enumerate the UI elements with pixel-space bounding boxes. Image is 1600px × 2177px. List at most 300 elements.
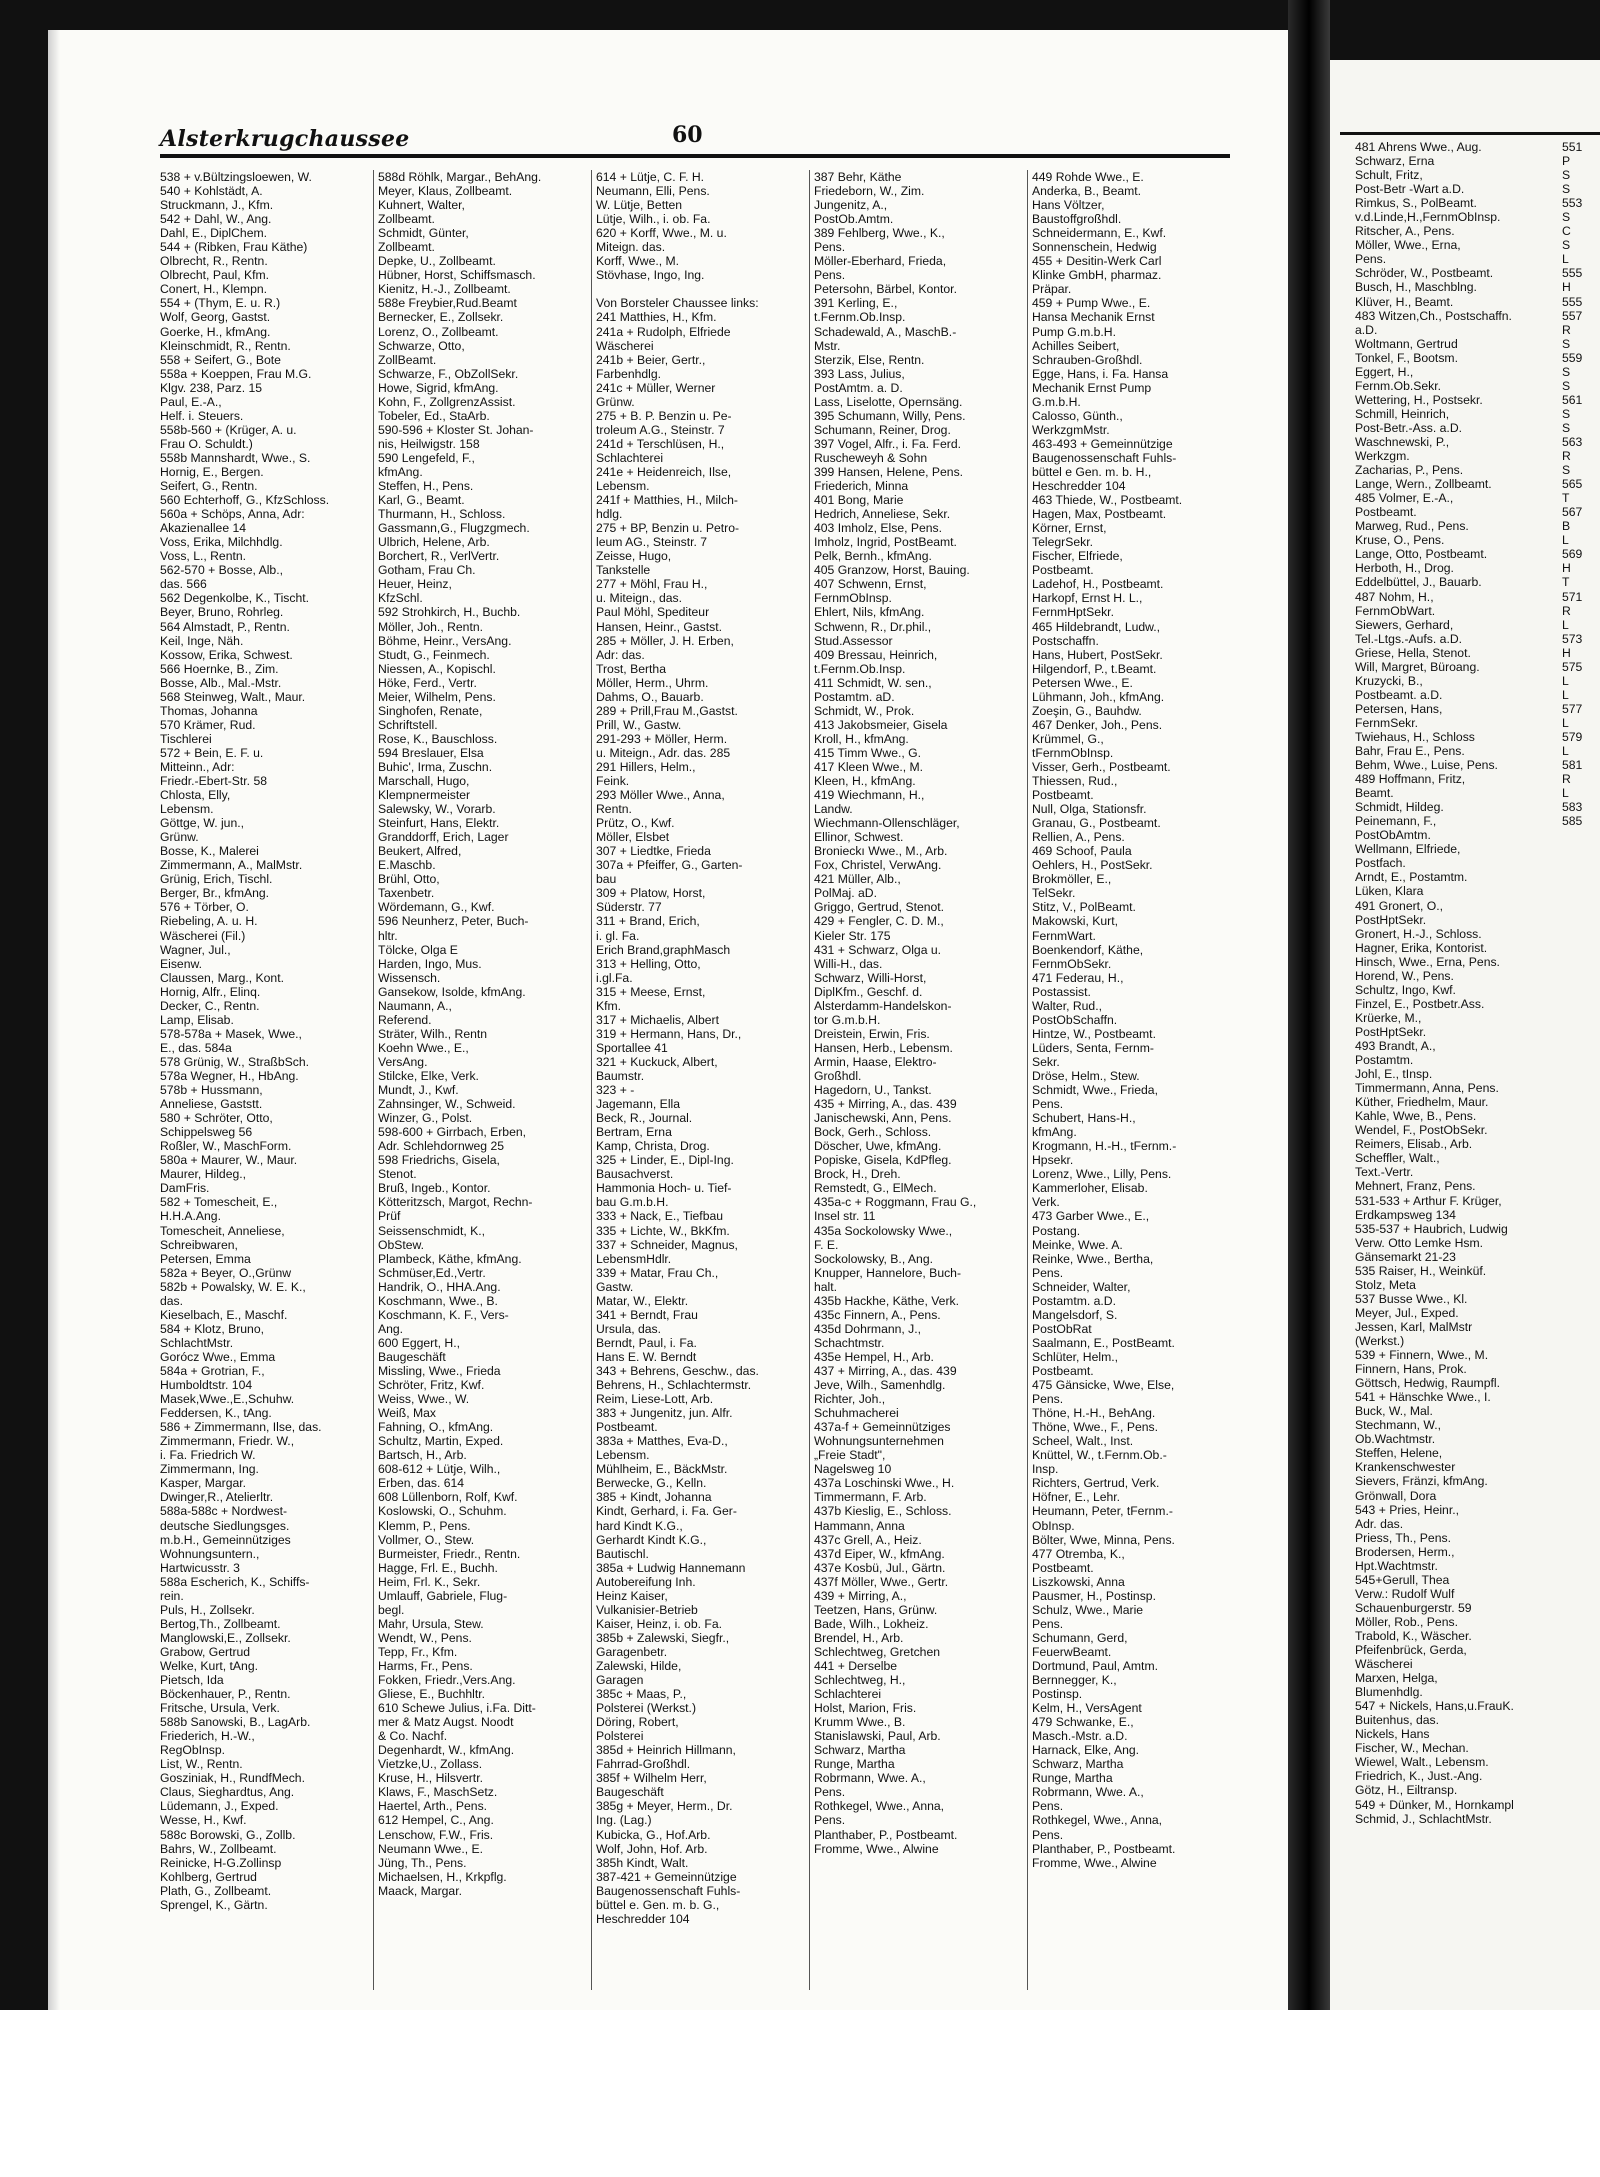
directory-entry-line: Reimers, Elisab., Arb.: [1355, 1137, 1473, 1152]
directory-entry-line: Vollmer, O., Stew.: [378, 1532, 475, 1547]
directory-entry-line: Helf. i. Steuers.: [160, 408, 244, 423]
column-divider: [591, 170, 592, 1990]
directory-entry-line: Dwinger,R., Atelierltr.: [160, 1490, 274, 1505]
directory-entry-line: 567: [1562, 505, 1583, 520]
directory-entry-line: Prill, W., Gastw.: [596, 717, 682, 732]
directory-entry-line: DamFris.: [160, 1181, 210, 1196]
directory-entry-line: Rothkegel, Wwe., Anna,: [814, 1799, 945, 1814]
directory-entry-line: Hans E. W. Berndt: [596, 1349, 697, 1364]
directory-entry-line: Planthaber, P., Postbeamt.: [814, 1827, 958, 1842]
directory-entry-line: 343 + Behrens, Geschw., das.: [596, 1363, 759, 1378]
directory-entry-line: Dahms, O., Bauarb.: [596, 689, 704, 704]
directory-entry-line: u. Miteign., das.: [596, 591, 683, 606]
directory-entry-line: Claussen, Marg., Kont.: [160, 970, 284, 985]
directory-entry-line: 469 Schoof, Paula: [1032, 844, 1132, 859]
directory-entry-line: Rimkus, S., PolBeamt.: [1355, 196, 1477, 211]
directory-entry-line: Petersen, Hans,: [1355, 701, 1443, 716]
directory-entry-line: Stanislawski, Paul, Arb.: [814, 1729, 941, 1744]
directory-entry-line: Lange, Otto, Postbeamt.: [1355, 547, 1488, 562]
directory-entry-line: Brock, H., Dreh.: [814, 1167, 901, 1182]
directory-entry-line: SchlachtMstr.: [160, 1335, 234, 1350]
directory-entry-line: 435 + Mirring, A., das. 439: [814, 1097, 957, 1112]
directory-entry-line: 586 + Zimmermann, Ilse, das.: [160, 1420, 322, 1435]
directory-entry-line: Egge, Hans, i. Fa. Hansa: [1032, 366, 1169, 381]
directory-entry-line: 588b Sanowski, B., LagArb.: [160, 1715, 311, 1730]
directory-entry-line: Winzer, G., Polst.: [378, 1111, 473, 1126]
directory-entry-line: bau: [596, 872, 617, 887]
directory-entry-line: Wendel, F., PostObSekr.: [1355, 1123, 1488, 1138]
directory-entry-line: Beck, R., Journal.: [596, 1111, 693, 1126]
directory-entry-line: Berger, Br., kfmAng.: [160, 886, 270, 901]
directory-entry-line: Thiessen, Rud.,: [1032, 774, 1118, 789]
directory-entry-line: Postang.: [1032, 1223, 1081, 1238]
directory-entry-line: 578a Wegner, H., HbAng.: [160, 1069, 299, 1083]
directory-entry-line: Hagge, Frl. E., Buchh.: [378, 1560, 498, 1575]
directory-entry-line: Tepp, Fr., Kfm.: [378, 1644, 458, 1659]
directory-entry-line: Tölcke, Olga E: [378, 942, 458, 957]
directory-entry-line: 535-537 + Haubrich, Ludwig: [1355, 1221, 1508, 1236]
directory-entry-line: Beukert, Alfred,: [378, 844, 462, 859]
directory-entry-line: Mangelsdorf, S.: [1032, 1307, 1118, 1322]
directory-entry-line: 590-596 + Kloster St. Johan-: [378, 422, 534, 437]
directory-entry-line: Stenot.: [378, 1167, 417, 1182]
directory-entry-line: deutsche Siedlungsges.: [160, 1518, 290, 1533]
directory-entry-line: halt.: [814, 1279, 838, 1294]
directory-entry-line: Tankstelle: [596, 563, 651, 578]
directory-entry-line: Thöne, H.-H., BehAng.: [1032, 1406, 1156, 1421]
directory-entry-line: 421 Müller, Alb.,: [814, 872, 901, 887]
directory-entry-line: B: [1562, 519, 1571, 534]
directory-entry-line: troleum A.G., Steinstr. 7: [596, 422, 725, 437]
directory-entry-line: Wendt, W., Pens.: [378, 1630, 472, 1645]
directory-entry-line: Krumm Wwe., B.: [814, 1715, 906, 1730]
directory-entry-line: 479 Schwanke, E.,: [1032, 1715, 1134, 1730]
directory-entry-line: FernmObWart.: [1355, 603, 1436, 618]
directory-entry-line: Hagedorn, U., Tankst.: [814, 1083, 932, 1098]
directory-entry-line: [596, 282, 804, 296]
directory-entry-line: Stolz, Meta: [1355, 1277, 1416, 1292]
directory-entry-line: 241d + Terschlüsen, H.,: [596, 436, 725, 451]
directory-entry-line: 612 Hempel, C., Ang.: [378, 1813, 494, 1828]
directory-entry-line: 608 Lüllenborn, Rolf, Kwf.: [378, 1490, 518, 1505]
directory-entry-line: Fromme, Wwe., Alwine: [814, 1841, 939, 1856]
directory-entry-line: das. 566: [160, 577, 207, 592]
directory-entry-line: Jungenitz, A.,: [814, 198, 888, 213]
book-binding: [1288, 0, 1330, 2010]
directory-entry-line: Eggert, H.,: [1355, 364, 1414, 379]
directory-entry-line: Waschnewski, P.,: [1355, 434, 1450, 449]
directory-entry-line: Ang.: [378, 1321, 404, 1336]
directory-entry-line: Fahning, O., kfmAng.: [378, 1420, 494, 1435]
directory-entry-line: Döscher, Uwe, kfmAng.: [814, 1139, 942, 1154]
directory-entry-line: Bruß, Ingeb., Kontor.: [378, 1181, 491, 1196]
directory-entry-line: 575: [1562, 659, 1583, 674]
directory-entry-line: & Co. Nachf.: [378, 1729, 448, 1744]
directory-entry-line: Umlauff, Gabriele, Flug-: [378, 1588, 508, 1603]
directory-entry-line: Steffen, H., Pens.: [378, 479, 474, 494]
directory-entry-line: Postbeamt. a.D.: [1355, 687, 1443, 702]
directory-entry-line: 437f Möller, Wwe., Gertr.: [814, 1574, 949, 1589]
directory-entry-line: Klinke GmbH, pharmaz.: [1032, 268, 1162, 283]
directory-entry-line: Koehn Wwe., E.,: [378, 1040, 469, 1055]
directory-entry-line: 241c + Müller, Werner: [596, 380, 716, 395]
directory-entry-line: Gorócz Wwe., Emma: [160, 1349, 276, 1364]
directory-entry-line: Marxen, Helga,: [1355, 1671, 1438, 1686]
directory-entry-line: Farbenhdlg.: [596, 366, 662, 381]
directory-entry-line: Wiewel, Walt., Lebensm.: [1355, 1755, 1489, 1770]
directory-entry-line: 289 + Prill,Frau M.,Gastst.: [596, 703, 738, 718]
directory-entry-line: Thöne, Wwe., F., Pens.: [1032, 1420, 1158, 1435]
directory-entry-line: Degenhardt, W., kfmAng.: [378, 1743, 515, 1758]
directory-entry-line: 437a Loschinski Wwe., H.: [814, 1476, 955, 1491]
directory-entry-line: Kelm, H., VersAgent: [1032, 1701, 1142, 1716]
directory-entry-line: S: [1562, 336, 1571, 351]
directory-entry-line: Sterzik, Else, Rentn.: [814, 352, 925, 367]
column-divider: [809, 170, 810, 1990]
directory-entry-line: 547 + Nickels, Hans,u.FrauK.: [1355, 1699, 1514, 1714]
directory-entry-line: Hedrich, Anneliese, Sekr.: [814, 507, 951, 522]
directory-entry-line: Schmidt, Wwe., Frieda,: [1032, 1083, 1158, 1098]
directory-entry-line: Stitz, V., PolBeamt.: [1032, 900, 1136, 915]
directory-entry-line: 588d Röhlk, Margar., BehAng.: [378, 170, 542, 184]
directory-entry-line: Adr: das.: [596, 647, 645, 662]
directory-entry-line: Postbeamt.: [1032, 1560, 1094, 1575]
directory-entry-line: RegObInsp.: [160, 1743, 226, 1758]
directory-entry-line: Grönwall, Dora: [1355, 1488, 1437, 1503]
directory-entry-line: S: [1562, 406, 1571, 421]
directory-entry-line: Zollbeamt.: [378, 240, 435, 255]
directory-entry-line: 459 + Pump Wwe., E.: [1032, 296, 1151, 311]
directory-entry-line: Hpt.Wachtmstr.: [1355, 1558, 1438, 1573]
directory-entry-line: Schwarz, Erna: [1355, 154, 1435, 169]
directory-entry-line: T: [1562, 491, 1570, 506]
directory-entry-line: Kruse, O., Pens.: [1355, 533, 1445, 548]
directory-entry-line: Boenkendorf, Käthe,: [1032, 942, 1144, 957]
directory-entry-line: Reinke, Wwe., Bertha,: [1032, 1251, 1154, 1266]
directory-entry-line: 325 + Linder, E., Dipl-Ing.: [596, 1153, 734, 1168]
directory-entry-line: Armin, Haase, Elektro-: [814, 1054, 937, 1069]
directory-entry-line: Anneliese, Gaststt.: [160, 1097, 263, 1112]
directory-entry-line: Woltmann, Gertrud: [1355, 336, 1458, 351]
directory-entry-line: Wohnungsuntern.,: [160, 1546, 260, 1561]
directory-entry-line: 437c Grell, A., Heiz.: [814, 1532, 922, 1547]
directory-entry-line: Pens.: [814, 1813, 846, 1828]
directory-entry-line: Plambeck, Käthe, kfmAng.: [378, 1251, 522, 1266]
column-divider: [1027, 170, 1028, 1990]
directory-entry-line: Lüders, Senta, Fernm-: [1032, 1040, 1154, 1055]
directory-entry-line: bau G.m.b.H.: [596, 1195, 669, 1210]
directory-entry-line: L: [1562, 533, 1569, 548]
directory-entry-line: Chlosta, Elly,: [160, 788, 231, 803]
directory-entry-line: Runge, Martha: [814, 1757, 895, 1772]
directory-entry-line: Erich Brand,graphMasch: [596, 942, 731, 957]
directory-entry-line: Schulz, Wwe., Marie: [1032, 1602, 1144, 1617]
directory-entry-line: nis, Heilwigstr. 158: [378, 436, 480, 451]
directory-entry-line: 291 Hillers, Helm.,: [596, 759, 696, 774]
directory-entry-line: 491 Gronert, O.,: [1355, 898, 1444, 913]
directory-entry-line: Koschmann, Wwe., B.: [378, 1293, 498, 1308]
directory-entry-line: 383a + Matthes, Eva-D.,: [596, 1434, 728, 1449]
directory-entry-line: LebensmHdlr.: [596, 1251, 672, 1266]
directory-entry-line: Göttsch, Hedwig, Raumpfl.: [1355, 1376, 1500, 1391]
directory-entry-line: Bade, Wilh., Lokheiz.: [814, 1616, 929, 1631]
directory-entry-line: Zoeşin, G., Bauhdw.: [1032, 703, 1142, 718]
directory-entry-line: Adr. Schlehdornweg 25: [378, 1139, 505, 1154]
directory-entry-line: Lorenz, Wwe., Lilly, Pens.: [1032, 1167, 1172, 1182]
directory-entry-line: 291-293 + Möller, Herm.: [596, 731, 728, 746]
directory-entry-line: Neumann Wwe., E.: [378, 1841, 483, 1856]
directory-entry-line: Marweg, Rud., Pens.: [1355, 519, 1469, 534]
directory-entry-line: Baugeschäft: [596, 1785, 664, 1800]
directory-entry-line: T: [1562, 575, 1570, 590]
directory-entry-line: Wäscherei: [1355, 1657, 1413, 1672]
directory-entry-line: Küther, Friedhelm, Maur.: [1355, 1095, 1489, 1110]
directory-entry-line: S: [1562, 168, 1571, 183]
directory-entry-line: Möller, Joh., Rentn.: [378, 619, 483, 634]
directory-entry-line: Teetzen, Hans, Grünw.: [814, 1602, 938, 1617]
directory-entry-line: Handrik, O., HHA.Ang.: [378, 1279, 501, 1294]
directory-entry-line: 435a-c + Roggmann, Frau G.,: [814, 1195, 977, 1210]
directory-entry-line: H: [1562, 645, 1571, 660]
directory-entry-line: Grabow, Gertrud: [160, 1644, 251, 1659]
directory-entry-line: Schröter, Fritz, Kwf.: [378, 1378, 485, 1393]
directory-entry-line: 241a + Rudolph, Elfriede: [596, 324, 731, 339]
directory-entry-line: Gosziniak, H., RundfMech.: [160, 1771, 305, 1786]
directory-entry-line: Knüttel, W., t.Fernm.Ob.-: [1032, 1448, 1167, 1463]
directory-entry-line: C: [1562, 224, 1571, 239]
directory-entry-line: 569: [1562, 547, 1583, 562]
directory-entry-line: Mehnert, Franz, Pens.: [1355, 1179, 1476, 1194]
directory-entry-line: 439 + Mirring, A.,: [814, 1588, 907, 1603]
directory-entry-line: 562 Degenkolbe, K., Tischt.: [160, 591, 310, 606]
directory-entry-line: Mechanik Ernst Pump: [1032, 380, 1152, 395]
directory-entry-line: Wesse, H., Kwf.: [160, 1813, 247, 1828]
directory-entry-line: 477 Otremba, K.,: [1032, 1546, 1125, 1561]
directory-entry-line: Hansa Mechanik Ernst: [1032, 310, 1155, 325]
directory-entry-line: Voss, L., Rentn.: [160, 549, 247, 564]
directory-entry-line: E.Maschb.: [378, 858, 436, 873]
directory-entry-line: Dahl, E., DiplChem.: [160, 226, 268, 241]
directory-entry-line: Masek,Wwe.,E.,Schuhw.: [160, 1392, 295, 1407]
directory-entry-line: Krogmann, H.-H., tFernm.-: [1032, 1139, 1177, 1154]
directory-entry-line: 540 + Kohlstädt, A.: [160, 184, 263, 199]
directory-entry-line: Remstedt, G., ElMech.: [814, 1181, 937, 1196]
directory-entry-line: Kfm.: [596, 998, 622, 1013]
directory-entry-line: Baustoffgroßhdl.: [1032, 212, 1122, 227]
directory-entry-line: Miteign. das.: [596, 240, 666, 255]
directory-entry-line: 293 Möller Wwe., Anna,: [596, 788, 725, 803]
directory-entry-line: Gassmann,G., Flugzgmech.: [378, 521, 530, 536]
directory-entry-line: 584a + Grotrian, F.,: [160, 1363, 265, 1378]
directory-entry-line: Stövhase, Ingo, Ing.: [596, 268, 705, 283]
directory-entry-line: 566 Hoernke, B., Zim.: [160, 661, 279, 676]
directory-entry-line: kfmAng.: [378, 464, 423, 479]
directory-entry-line: Fischer, Elfriede,: [1032, 549, 1123, 564]
directory-entry-line: Haertel, Arth., Pens.: [378, 1799, 488, 1814]
directory-entry-line: Bernnegger, K.,: [1032, 1673, 1117, 1688]
directory-entry-line: Bartsch, H., Arb.: [378, 1448, 467, 1463]
directory-entry-line: 399 Hansen, Helene, Pens.: [814, 464, 964, 479]
directory-entry-line: 437e Kosbü, Jul., Gärtn.: [814, 1560, 946, 1575]
directory-entry-line: 471 Federau, H.,: [1032, 970, 1124, 985]
directory-entry-line: 584 + Klotz, Bruno,: [160, 1321, 264, 1336]
directory-entry-line: Manglowski,E., Zollsekr.: [160, 1630, 291, 1645]
directory-entry-line: TelegrSekr.: [1032, 535, 1093, 550]
directory-entry-line: Möller, Wwe., Erna,: [1355, 238, 1461, 253]
directory-entry-line: Scheel, Walt., Inst.: [1032, 1434, 1134, 1449]
header-rule: [160, 154, 1230, 158]
directory-column-5: [1032, 170, 1230, 1990]
directory-entry-line: 437a-f + Gemeinnütziges: [814, 1420, 951, 1435]
directory-entry-line: Kienitz, H.-J., Zollbeamt.: [378, 282, 511, 297]
directory-entry-line: 285 + Möller, J. H. Erben,: [596, 633, 734, 648]
directory-entry-line: Postinsp.: [1032, 1687, 1083, 1702]
directory-entry-line: Höke, Ferd., Vertr.: [378, 675, 477, 690]
directory-entry-line: Keil, Inge, Näh.: [160, 633, 244, 648]
directory-entry-line: 323 + -: [596, 1083, 635, 1098]
directory-entry-line: R: [1562, 449, 1571, 464]
directory-entry-line: 387 Behr, Käthe: [814, 170, 902, 184]
directory-entry-line: Kammerloher, Elisab.: [1032, 1181, 1148, 1196]
directory-entry-line: Buitenhus, das.: [1355, 1713, 1440, 1728]
directory-entry-line: 543 + Pries, Heinr.,: [1355, 1502, 1459, 1517]
directory-entry-line: 397 Vogel, Alfr., i. Fa. Ferd.: [814, 436, 962, 451]
directory-entry-line: Sportallee 41: [596, 1040, 668, 1055]
directory-entry-line: 415 Timm Wwe., G.: [814, 745, 921, 760]
directory-entry-line: Jagemann, Ella: [596, 1097, 681, 1112]
directory-entry-line: Klüver, H., Beamt.: [1355, 294, 1454, 309]
directory-entry-line: Brokmöller, E.,: [1032, 872, 1112, 887]
directory-entry-line: 542 + Dahl, W., Ang.: [160, 212, 272, 227]
directory-entry-line: Pfeifenbrück, Gerda,: [1355, 1643, 1467, 1658]
directory-entry-line: Missling, Wwe., Frieda: [378, 1363, 501, 1378]
directory-entry-line: Hagner, Erika, Kontorist.: [1355, 940, 1488, 955]
directory-entry-line: Zahnsinger, W., Schweid.: [378, 1097, 516, 1112]
directory-entry-line: FernmHptSekr.: [1032, 605, 1114, 620]
directory-entry-line: Hintze, W., Postbeamt.: [1032, 1026, 1156, 1041]
directory-entry-line: 467 Denker, Joh., Pens.: [1032, 717, 1163, 732]
directory-entry-line: Zollbeamt.: [378, 212, 435, 227]
directory-entry-line: Visser, Gerh., Postbeamt.: [1032, 759, 1171, 774]
directory-entry-line: Tel.-Ltgs.-Aufs. a.D.: [1355, 631, 1463, 646]
directory-entry-line: 275 + B. P. Benzin u. Pe-: [596, 408, 732, 423]
directory-entry-line: Fernm.Ob.Sekr.: [1355, 378, 1442, 393]
directory-entry-line: Achilles Seibert,: [1032, 338, 1120, 353]
directory-entry-line: Blumenhdlg.: [1355, 1685, 1423, 1700]
directory-entry-line: Masch.-Mstr. a.D.: [1032, 1729, 1128, 1744]
directory-entry-line: 592 Strohkirch, H., Buchb.: [378, 605, 521, 620]
directory-entry-line: Schwenn, R., Dr.phil.,: [814, 619, 932, 634]
directory-entry-line: Wissensch.: [378, 970, 441, 985]
directory-entry-line: Schippelsweg 56: [160, 1125, 253, 1140]
directory-entry-line: Bosse, K., Malerei: [160, 844, 259, 859]
directory-entry-line: Kossow, Erika, Schwest.: [160, 647, 293, 662]
directory-entry-line: Niessen, A., Kopischl.: [378, 661, 496, 676]
directory-entry-line: Schumann, Gerd,: [1032, 1630, 1128, 1645]
directory-entry-line: Pausmer, H., Postinsp.: [1032, 1588, 1156, 1603]
directory-entry-line: Krümmel, G.,: [1032, 731, 1104, 746]
directory-entry-line: 437b Kieslig, E., Schloss.: [814, 1504, 952, 1519]
directory-entry-line: Körner, Ernst,: [1032, 521, 1107, 536]
directory-entry-line: Hübner, Horst, Schiffsmasch.: [378, 268, 536, 283]
directory-entry-line: R: [1562, 603, 1571, 618]
directory-entry-line: Zimmermann, Ing.: [160, 1462, 259, 1477]
directory-entry-line: 463-493 + Gemeinnützige: [1032, 436, 1173, 451]
directory-entry-line: Harnack, Elke, Ang.: [1032, 1743, 1140, 1758]
directory-entry-line: 580 + Schröter, Otto,: [160, 1111, 273, 1126]
directory-entry-line: Zalewski, Hilde,: [596, 1658, 682, 1673]
directory-entry-line: Mahr, Ursula, Stew.: [378, 1616, 484, 1631]
directory-entry-line: Harms, Fr., Pens.: [378, 1658, 473, 1673]
directory-entry-line: Ehlert, Nils, kfmAng.: [814, 605, 925, 620]
directory-entry-line: Möller, Rob., Pens.: [1355, 1614, 1458, 1629]
directory-entry-line: 565: [1562, 477, 1583, 492]
directory-entry-line: 573: [1562, 631, 1583, 646]
directory-entry-line: List, W., Rentn.: [160, 1757, 243, 1772]
directory-entry-line: Weiß, Max: [378, 1406, 437, 1421]
directory-entry-line: L: [1562, 687, 1569, 702]
directory-entry-line: 405 Granzow, Horst, Bauing.: [814, 563, 970, 578]
directory-entry-line: Conert, H., Klempn.: [160, 282, 268, 297]
directory-entry-line: Hans, Hubert, PostSekr.: [1032, 647, 1163, 662]
directory-entry-line: DiplKfm., Geschf. d.: [814, 984, 923, 999]
directory-entry-line: Kohn, F., ZollgrenzAssist.: [378, 394, 516, 409]
directory-entry-line: Pens.: [1032, 1616, 1064, 1631]
directory-entry-line: i. Fa. Friedrich W.: [160, 1448, 256, 1463]
directory-entry-line: 413 Jakobsmeier, Gisela: [814, 717, 948, 732]
directory-entry-line: 473 Garber Wwe., E.,: [1032, 1209, 1150, 1224]
directory-entry-line: Rellien, A., Pens.: [1032, 830, 1125, 845]
directory-entry-line: Marschall, Hugo,: [378, 774, 470, 789]
directory-entry-line: 576 + Törber, O.: [160, 900, 249, 915]
directory-entry-line: Ritscher, A., Pens.: [1355, 224, 1455, 239]
directory-entry-line: Kaiser, Heinz, i. ob. Fa.: [596, 1616, 722, 1631]
directory-entry-line: Alsterdamm-Handelskon-: [814, 998, 952, 1013]
directory-entry-line: Finnern, Hans, Prok.: [1355, 1362, 1467, 1377]
directory-entry-line: Hammann, Anna: [814, 1518, 905, 1533]
directory-entry-line: 437d Eiper, W., kfmAng.: [814, 1546, 945, 1561]
directory-entry-line: Fischer, W., Mechan.: [1355, 1741, 1469, 1756]
directory-entry-line: a.D.: [1355, 322, 1378, 337]
directory-entry-line: Dortmund, Paul, Amtm.: [1032, 1658, 1158, 1673]
directory-column-3: [596, 170, 804, 1990]
directory-entry-line: ObInsp.: [1032, 1518, 1075, 1533]
directory-entry-line: Beamt.: [1355, 786, 1394, 801]
directory-entry-line: Jeve, Wilh., Samenhdlg.: [814, 1378, 946, 1393]
directory-entry-line: 337 + Schneider, Magnus,: [596, 1237, 738, 1252]
directory-entry-line: Tischlerei: [160, 731, 212, 746]
directory-entry-line: Kindt, Gerhard, i. Fa. Ger-: [596, 1504, 737, 1519]
page-header: [160, 122, 1230, 162]
directory-entry-line: Janischewski, Ann, Pens.: [814, 1111, 952, 1126]
directory-column-1: [160, 170, 368, 1990]
directory-entry-line: 588a Escherich, K., Schiffs-: [160, 1574, 310, 1589]
directory-entry-line: hltr.: [378, 928, 398, 943]
directory-entry-line: Schubert, Hans-H.,: [1032, 1111, 1136, 1126]
directory-entry-line: Petersohn, Bärbel, Kontor.: [814, 282, 957, 297]
directory-entry-line: P: [1562, 154, 1571, 169]
directory-entry-line: 313 + Helling, Otto,: [596, 956, 701, 971]
directory-entry-line: „Freie Stadt",: [814, 1448, 886, 1463]
directory-entry-line: Seifert, G., Rentn.: [160, 479, 258, 494]
directory-entry-line: Lüken, Klara: [1355, 884, 1424, 899]
directory-entry-line: Willi-H., das.: [814, 956, 883, 971]
directory-entry-line: Höfner, E., Lehr.: [1032, 1490, 1121, 1505]
directory-entry-line: 321 + Kuckuck, Albert,: [596, 1054, 718, 1069]
directory-entry-line: Imholz, Ingrid, PostBeamt.: [814, 535, 957, 550]
directory-entry-line: Wettering, H., Postsekr.: [1355, 392, 1483, 407]
directory-entry-line: Nickels, Hans: [1355, 1727, 1430, 1742]
